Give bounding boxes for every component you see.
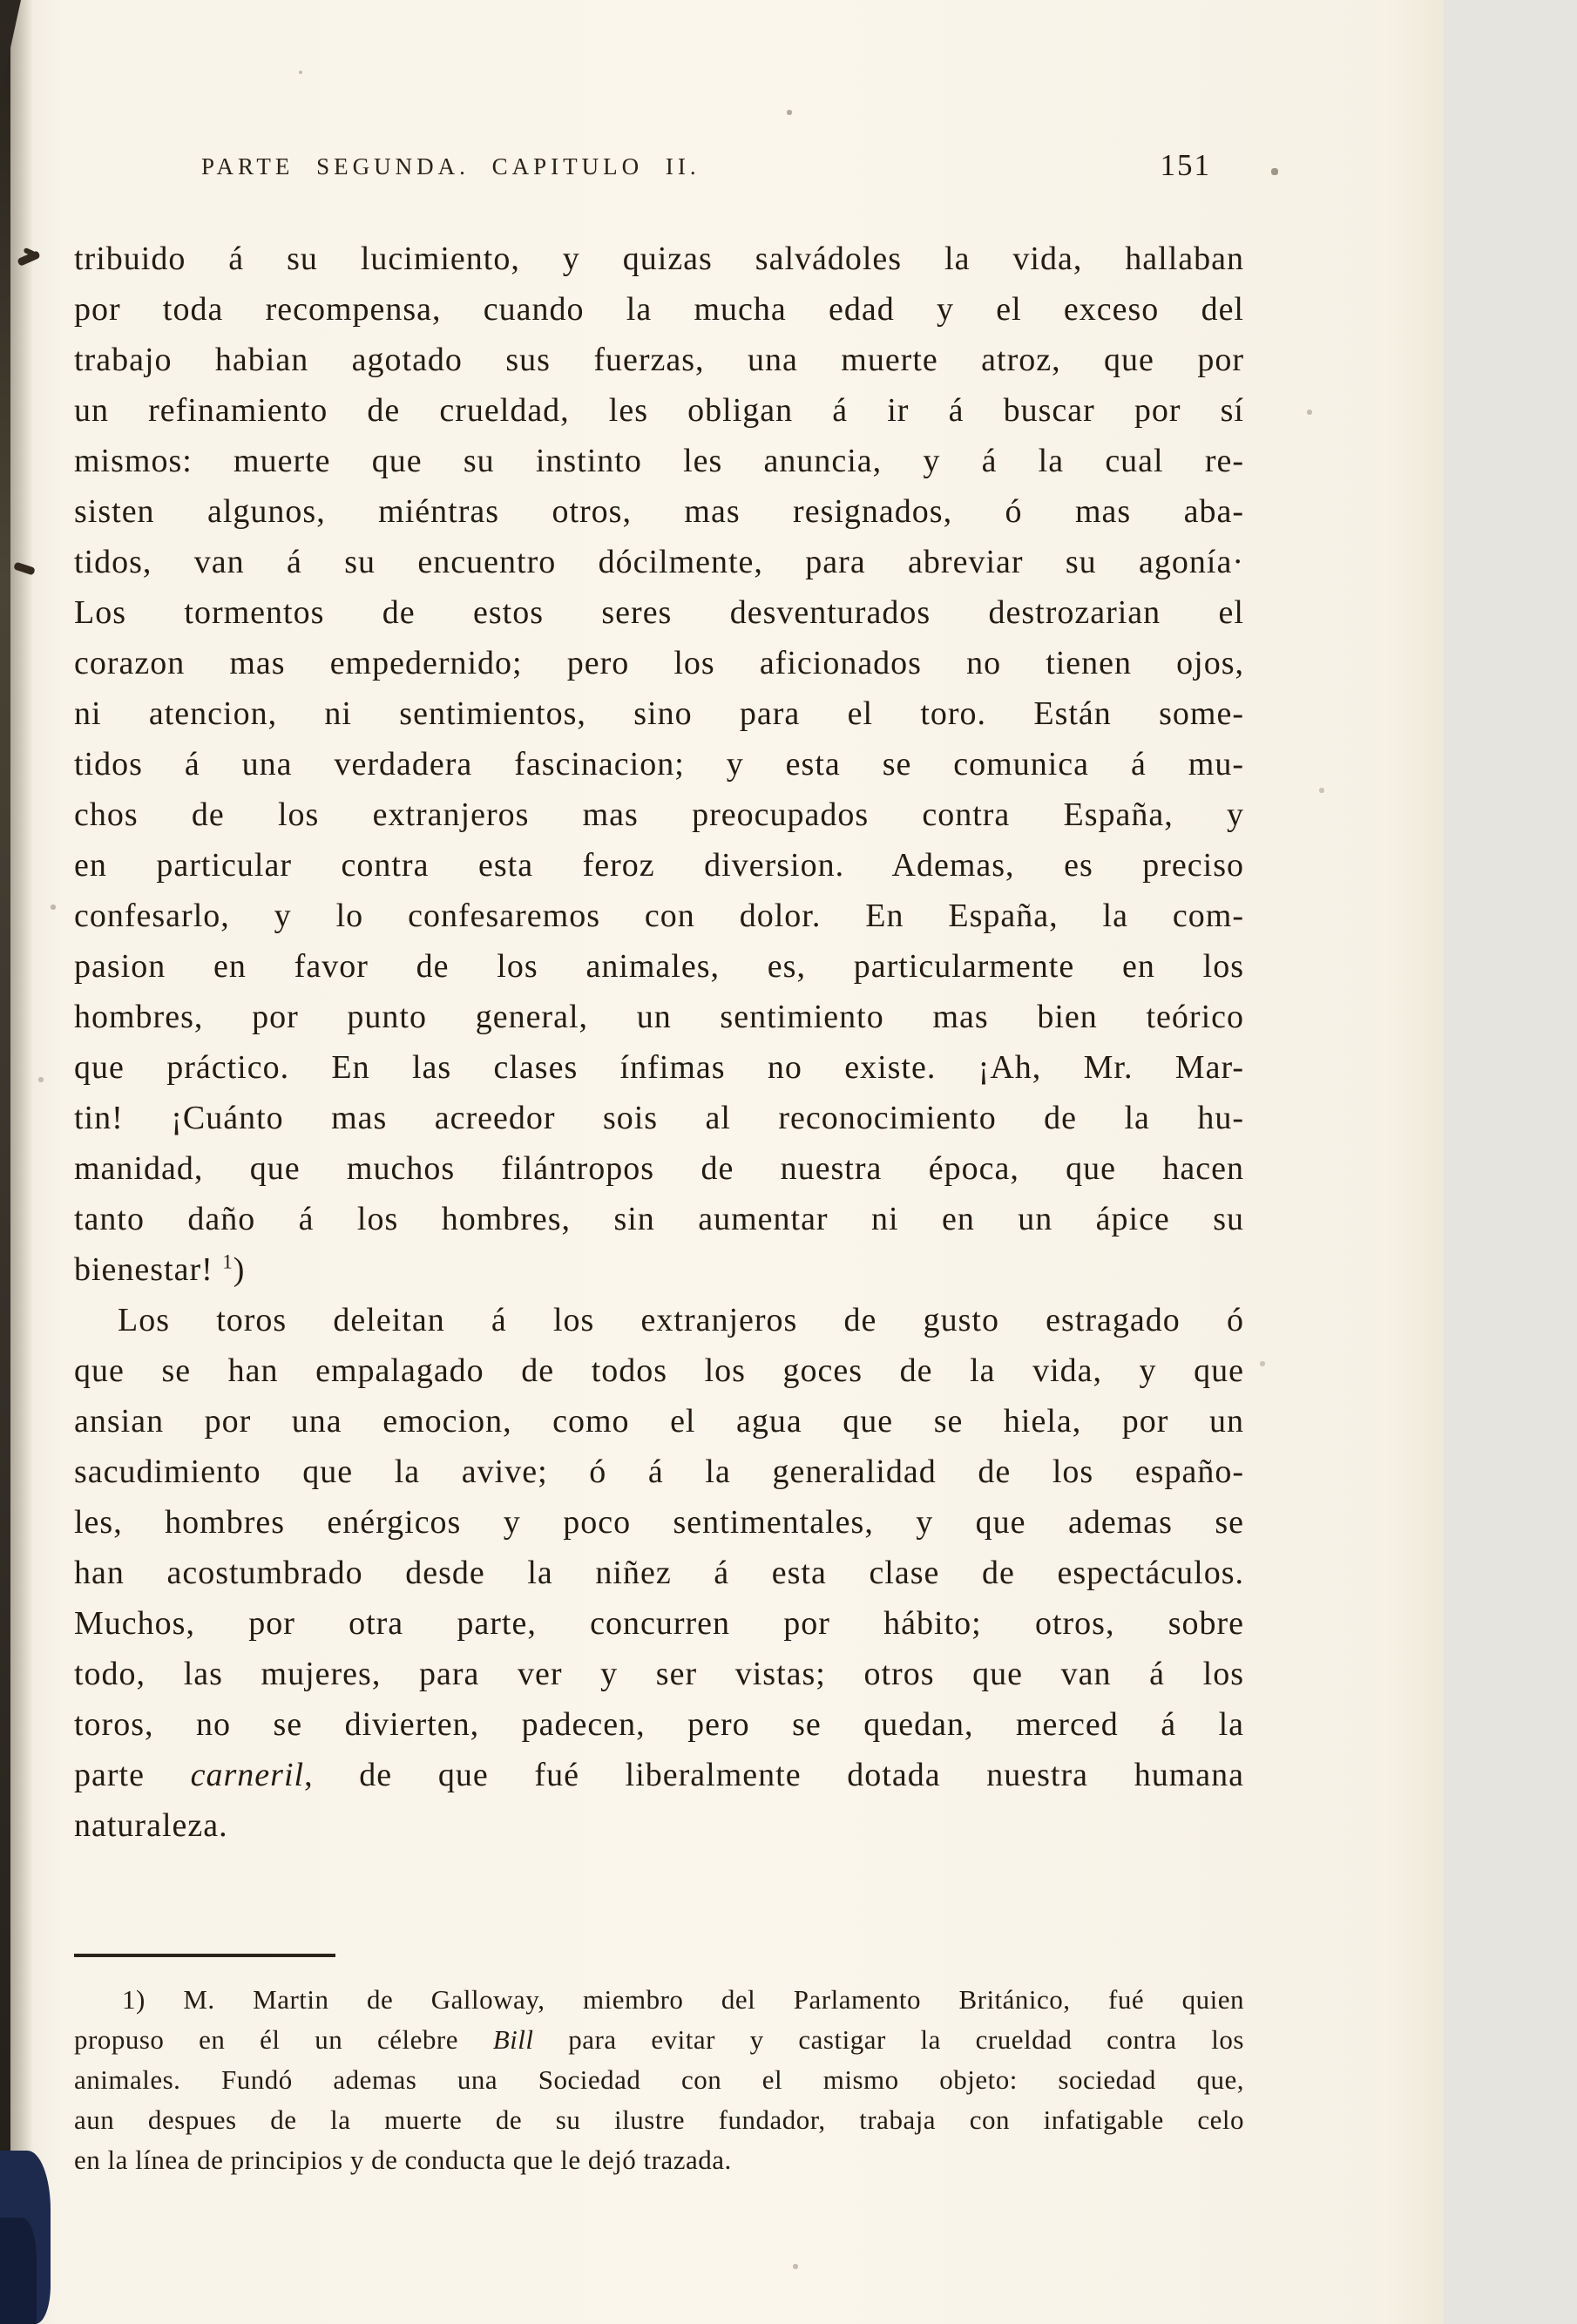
text-line: manidad, que muchos filántropos de nuestra época, que hacen (74, 1150, 1244, 1187)
text-line: han acostumbrado desde la niñez á esta clase de espectáculos. (74, 1555, 1244, 1591)
footnote-line: en la línea de principios y de conducta que le dejó trazada. (74, 2144, 732, 2175)
text-line: todo, las mujeres, para ver y ser vistas; otros que van á los (74, 1656, 1244, 1692)
page-left-edge (0, 0, 10, 2324)
text-line: tanto daño á los hombres, sin aumentar ni en un ápice su (74, 1201, 1244, 1237)
text-line: en particular contra esta feroz diversion. Ademas, es preciso (74, 847, 1244, 884)
running-header: PARTE SEGUNDA. CAPITULO II. (201, 153, 701, 180)
footnote-line: aun despues de la muerte de su ilustre fundador, trabaja con infatigable celo (74, 2104, 1244, 2135)
text-line: que se han empalagado de todos los goces de la vida, y que (74, 1352, 1244, 1389)
text-line: ansian por una emocion, como el agua que se hiela, por un (74, 1403, 1244, 1440)
text-line: bienestar! $^1$) (74, 1250, 246, 1288)
text-line: Los tormentos de estos seres desventurados destrozarian el (74, 594, 1244, 631)
text-line: ni atencion, ni sentimientos, sino para el toro. Están some- (74, 695, 1244, 732)
text-line: por toda recompensa, cuando la mucha edad y el exceso del (74, 291, 1244, 328)
text-line: hombres, por punto general, un sentimiento mas bien teórico (74, 999, 1244, 1035)
footnote-line: animales. Fundó ademas una Sociedad con el mismo objeto: sociedad que, (74, 2064, 1244, 2095)
page-body (74, 234, 1244, 1851)
text-line: trabajo habian agotado sus fuerzas, una muerte atroz, que por (74, 342, 1244, 378)
page-number: 151 (1160, 148, 1211, 182)
text-line: chos de los extranjeros mas preocupados contra España, y (74, 796, 1244, 833)
text-line: tin! ¡Cuánto mas acreedor sois al reconocimiento de la hu- (74, 1100, 1244, 1136)
scan-specks (0, 0, 2, 2)
page-content (74, 0, 1244, 2180)
text-line: toros, no se divierten, padecen, pero se quedan, merced á la (74, 1706, 1244, 1743)
text-line: pasion en favor de los animales, es, particularmente en los (74, 948, 1244, 985)
footnote-line: propuso en él un célebre Bill para evitar y castigar la crueldad contra los (74, 2024, 1244, 2055)
text-line: corazon mas empedernido; pero los aficionados no tienen ojos, (74, 645, 1244, 681)
text-line: Los toros deleitan á los extranjeros de gusto estragado ó (118, 1302, 1244, 1338)
text-line: parte carneril, de que fué liberalmente dotada nuestra humana (74, 1757, 1244, 1793)
torn-corner (0, 0, 21, 96)
page-left-shadow (10, 0, 33, 2324)
text-line: Muchos, por otra parte, concurren por hábito; otros, sobre (74, 1605, 1244, 1642)
text-line: tribuido á su lucimiento, y quizas salvádoles la vida, hallaban (74, 241, 1244, 277)
text-line: sisten algunos, miéntras otros, mas resignados, ó mas aba- (74, 493, 1244, 530)
footnote-line: 1) M. Martin de Galloway, miembro del Parlamento Británico, fué quien (122, 1984, 1244, 2015)
text-line: que práctico. En las clases ínfimas no existe. ¡Ah, Mr. Mar- (74, 1049, 1244, 1086)
paragraph (74, 234, 1244, 1295)
paragraph (74, 1295, 1244, 1851)
scan-black-band (1439, 0, 1514, 2324)
text-line: confesarlo, y lo confesaremos con dolor. En España, la com- (74, 898, 1244, 934)
footnote-separator (74, 1954, 335, 1957)
text-line: tidos, van á su encuentro dócilmente, para abreviar su agonía· (74, 544, 1244, 580)
text-line: les, hombres enérgicos y poco sentimentales, y que ademas se (74, 1504, 1244, 1541)
ink-stain-core (0, 2218, 37, 2324)
running-head-row (74, 148, 1244, 190)
text-line: sacudimiento que la avive; ó á la generalidad de los españo- (74, 1453, 1244, 1490)
text-line: mismos: muerte que su instinto les anuncia, y á la cual re- (74, 443, 1244, 479)
text-line: tidos á una verdadera fascinacion; y esta se comunica á mu- (74, 746, 1244, 783)
footnote (74, 1980, 1244, 2180)
text-line: un refinamiento de crueldad, les obligan á ir á buscar por sí (74, 392, 1244, 429)
text-line: naturaleza. (74, 1807, 228, 1844)
